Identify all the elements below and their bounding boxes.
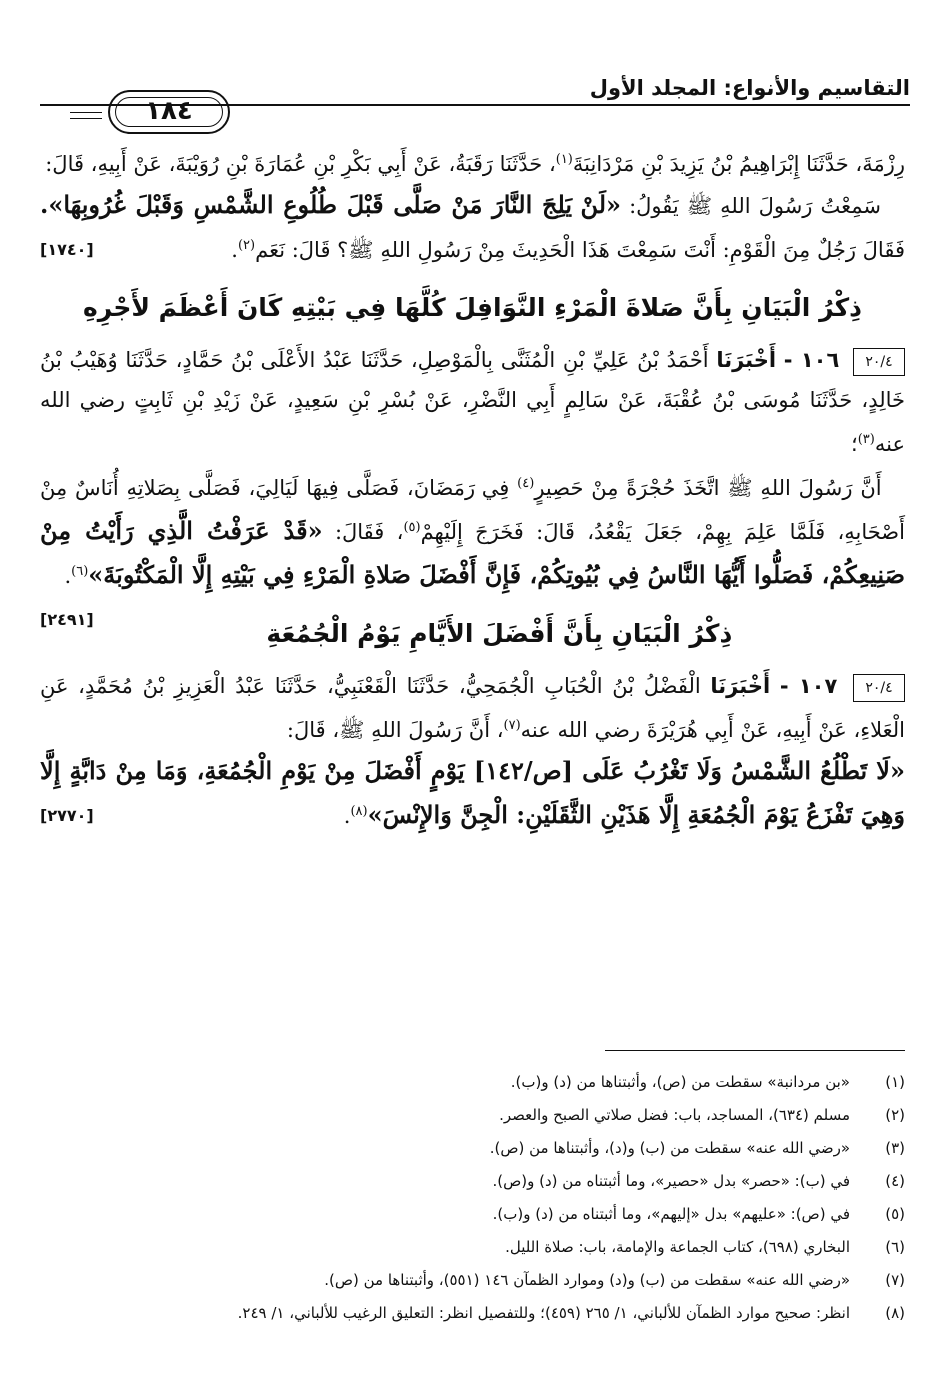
footnote-marker: (٧) [503, 718, 521, 733]
footnote-marker: (٥) [403, 520, 421, 535]
hadith-matn: «لَا تَطْلُعُ الشَّمْسُ وَلَا تَغْرُبُ عَلَى [ص/١٤٢] يَوْمٍ أَفْضَلَ مِنْ يَوْمِ الْجُمُعَةِ، وَمَا مِنْ دَابَّةٍ إِلَّا وَهِيَ تَفْزَعُ يَوْمَ الْجُمُعَةِ إِلَّا هَذَيْنِ الثَّقَلَيْنِ: الْجِنَّ وَالإِنْسَ»$^{(٨)}$. [٢٧٧٠] [40, 750, 905, 836]
text-segment: عَنْ أَبِيهِ، قَالَ: [45, 152, 162, 176]
footnote-text: في (ب): «حصر» بدل «حصير»، وما أثبتناه من (د) و(ص). [492, 1172, 850, 1190]
section-heading: ذِكْرُ الْبَيَانِ بِأَنَّ صَلاةَ الْمَرْءِ النَّوَافِلَ كُلَّهَا فِي بَيْتِهِ كَانَ أَعْظَمَ لأَجْرِهِ [83, 293, 862, 322]
footnote-number: (٨) [885, 1304, 905, 1322]
footnote [40, 1066, 905, 1099]
page-number: ١٨٤ [108, 90, 230, 134]
akhbarana-word: أَخْبَرَنَا [710, 674, 771, 698]
footnote-number: (٢) [885, 1106, 905, 1124]
isnad-text: أَحْمَدُ بْنُ عَلِيِّ بْنِ الْمُثَنَّى بِالْمَوْصِلِ، حَدَّثَنَا عَبْدُ الأَعْلَى بْنُ حَمَّادٍ، حَدَّثَنَا وُهَيْبُ بْنُ خَالِدٍ، حَدَّثَنَا مُوسَى بْنُ عُقْبَةَ، عَنْ سَالِمٍ أَبِي النَّضْرِ، عَنْ بُسْرِ بْنِ سَعِيدٍ، عَنْ زَيْدِ بْنِ ثَابِتٍ رضي الله عنه [40, 348, 905, 456]
section-heading: ذِكْرُ الْبَيَانِ بِأَنَّ أَفْضَلَ الأَيَّامِ يَوْمُ الْجُمُعَةِ [266, 619, 733, 648]
text-segment: ، حَدَّثَنَا رَقَبَةُ، عَنْ أَبِي بَكْرِ بْنِ عُمَارَةَ بْنِ رُوَيْبَةَ، [168, 152, 556, 176]
akhbarana-word: أَخْبَرَنَا [716, 348, 777, 372]
running-title: التقاسيم والأنواع: المجلد الأول [589, 76, 910, 100]
footnote-separator [605, 1050, 905, 1051]
footnote-marker: (٦) [71, 564, 89, 579]
footnote-text: في (ص): «عليهم» بدل «إليهم»، وما أثبتناه من (د) و(ب). [492, 1205, 850, 1223]
hadith-matn: أَنَّ رَسُولَ اللهِ ﷺ اتَّخَذَ حُجْرَةً مِنْ حَصِيرٍ$^{(٤)}$ فِي رَمَضَانَ، فَصَلَّى فِيهَا لَيَالِيَ، فَصَلَّى بِصَلاتِهِ أُنَاسٌ مِنْ أَصْحَابِهِ، فَلَمَّا عَلِمَ بِهِمْ، جَعَلَ يَقْعُدُ، قَالَ: فَخَرَجَ إِلَيْهِمْ$^{(٥)}$، فَقَالَ: «قَدْ عَرَفْتُ الَّذِي رَأَيْتُ مِنْ صَنِيعِكُمْ، فَصَلُّوا أَيُّهَا النَّاسُ فِي بُيُوتِكُمْ، فَإِنَّ أَفْضَلَ صَلاةِ الْمَرْءِ فِي بَيْتِهِ إِلَّا الْمَكْتُوبَةَ»$^{(٦)}$. [٢٤٩١] [40, 464, 905, 596]
hadith-number: ١٠٦ - [783, 348, 840, 372]
reference-number: [١٧٤٠] [40, 240, 94, 259]
footnote-number: (٣) [885, 1139, 905, 1157]
footnote-marker: (٨) [350, 804, 368, 819]
footnote-number: (٤) [885, 1172, 905, 1190]
footnote-number: (٧) [885, 1271, 905, 1289]
isnad-text: الْفَضْلُ بْنُ الْحُبَابِ الْجُمَحِيُّ، حَدَّثَنَا الْقَعْنَبِيُّ، حَدَّثَنَا عَبْدُ الْعَزِيزِ بْنُ مُحَمَّدٍ، عَنِ الْعَلاءِ، عَنْ أَبِيهِ، عَنْ أَبِي هُرَيْرَةَ رضي الله عنه [40, 674, 905, 742]
footnote-text: انظر: صحيح موارد الظمآن للألباني، ١/ ٢٦٥ (٤٥٩)؛ وللتفصيل انظر: التعليق الرغيب للألباني، ١/ ٢٤٩. [237, 1304, 850, 1322]
footnote-number: (٦) [885, 1238, 905, 1256]
hadith-isnad [40, 666, 905, 750]
text-segment: ، فَقَالَ: [334, 520, 404, 544]
footnote [40, 1198, 905, 1231]
volume-box: ٢٠/٤ [853, 674, 905, 702]
page-number-ornament [70, 86, 230, 142]
footnote-number: (١) [885, 1073, 905, 1091]
main-text [40, 140, 905, 836]
page-header [40, 62, 910, 126]
text-segment: أَنَّ رَسُولَ اللهِ ﷺ اتَّخَذَ حُجْرَةً مِنْ حَصِيرٍ [534, 476, 882, 500]
footnote-text: «بن مردانبة» سقطت من (ص)، وأثبتناها من (د) و(ب). [510, 1073, 850, 1091]
footnote [40, 1165, 905, 1198]
reference-number: [٢٤٩١] [40, 610, 94, 629]
footnote [40, 1099, 905, 1132]
footnote-text: «رضي الله عنه» سقطت من (ب) و(د) وموارد الظمآن ١٤٦ (٥٥١)، وأثبتناها من (ص). [324, 1271, 850, 1289]
footnote [40, 1231, 905, 1264]
footnote-marker: (٢) [237, 238, 256, 253]
text-segment: ، أَنَّ رَسُولَ اللهِ ﷺ، قَالَ: [286, 718, 504, 742]
ornament-line [70, 112, 102, 113]
hadith-paragraph: سَمِعْتُ رَسُولَ اللهِ ﷺ يَقُولُ: «لَنْ يَلِجَ النَّارَ مَنْ صَلَّى قَبْلَ طُلُوعِ الشَّمْسِ وَقَبْلَ غُرُوبِهَا». فَقَالَ رَجُلٌ مِنَ الْقَوْمِ: أَنْتَ سَمِعْتَ هَذَا الْحَدِيثَ مِنْ رَسُولِ اللهِ ﷺ؟ قَالَ: نَعَم$^{(٢)}$. [١٧٤٠] [40, 184, 905, 270]
hadith-text: «قَدْ عَرَفْتُ الَّذِي رَأَيْتُ مِنْ صَنِيعِكُمْ، فَصَلُّوا أَيُّهَا النَّاسُ فِي بُيُوتِكُمْ، فَإِنَّ أَفْضَلَ صَلاةِ الْمَرْءِ فِي بَيْتِهِ إِلَّا الْمَكْتُوبَةَ» [40, 516, 905, 589]
text-segment: فِي رَمَضَانَ، فَصَلَّى فِيهَا لَيَالِيَ، فَصَلَّى بِصَلاتِهِ أُنَاسٌ مِنْ أَصْحَابِهِ، فَلَمَّا عَلِمَ بِهِمْ، جَعَلَ يَقْعُدُ، قَالَ: فَخَرَجَ إِلَيْهِمْ [40, 476, 905, 544]
text-segment: رِزْمَةَ، حَدَّثَنَا إِبْرَاهِيمُ بْنُ يَزِيدَ بْنِ مَرْدَانِبَةَ [572, 152, 905, 176]
volume-box: ٢٠/٤ [853, 348, 905, 376]
footnote [40, 1264, 905, 1297]
reference-number: [٢٧٧٠] [40, 806, 94, 825]
isnad-continuation [40, 140, 905, 184]
footnote-number: (٥) [885, 1205, 905, 1223]
ornament-line [70, 118, 102, 119]
hadith-text: «لَا تَطْلُعُ الشَّمْسُ وَلَا تَغْرُبُ عَلَى [ص/١٤٢] يَوْمٍ أَفْضَلَ مِنْ يَوْمِ الْجُمُعَةِ، وَمَا مِنْ دَابَّةٍ إِلَّا وَهِيَ تَفْزَعُ يَوْمَ الْجُمُعَةِ إِلَّا هَذَيْنِ الثَّقَلَيْنِ: الْجِنَّ وَالإِنْسَ» [40, 756, 905, 829]
footnote-text: «رضي الله عنه» سقطت من (ب) و(د)، وأثبتناها من (ص). [489, 1139, 850, 1157]
footnote-text: مسلم (٦٣٤)، المساجد، باب: فضل صلاتي الصبح والعصر. [499, 1106, 850, 1124]
footnote-marker: (١) [555, 152, 573, 167]
hadith-text: «لَنْ يَلِجَ النَّارَ مَنْ صَلَّى قَبْلَ طُلُوعِ الشَّمْسِ وَقَبْلَ غُرُوبِهَا». [40, 190, 622, 219]
narrator-intro: سَمِعْتُ رَسُولَ اللهِ ﷺ يَقُولُ: [629, 194, 881, 218]
footnote-marker: (٣) [857, 432, 875, 447]
hadith-isnad: ٢٠/٤ ١٠٦ - أَخْبَرَنَا أَحْمَدُ بْنُ عَلِيِّ بْنِ الْمُثَنَّى بِالْمَوْصِلِ، حَدَّثَنَا عَبْدُ الأَعْلَى بْنُ حَمَّادٍ، حَدَّثَنَا وُهَيْبُ بْنُ خَالِدٍ، حَدَّثَنَا مُوسَى بْنُ عُقْبَةَ، عَنْ سَالِمٍ أَبِي النَّضْرِ، عَنْ بُسْرِ بْنِ سَعِيدٍ، عَنْ زَيْدِ بْنِ ثَابِتٍ رضي الله عنه$^{(٣)}$؛ [40, 348, 905, 456]
text-segment: فَقَالَ رَجُلٌ مِنَ الْقَوْمِ: أَنْتَ سَمِعْتَ هَذَا الْحَدِيثَ مِنْ رَسُولِ اللهِ ﷺ؟ قَالَ: نَعَم [255, 238, 905, 262]
hadith-number: ١٠٧ - [779, 674, 838, 698]
footnote-text: البخاري (٦٩٨)، كتاب الجماعة والإمامة، باب: صلاة الليل. [505, 1238, 850, 1256]
footnote [40, 1132, 905, 1165]
footnotes [40, 1066, 905, 1330]
footnote [40, 1297, 905, 1330]
footnote-marker: (٤) [517, 476, 535, 491]
